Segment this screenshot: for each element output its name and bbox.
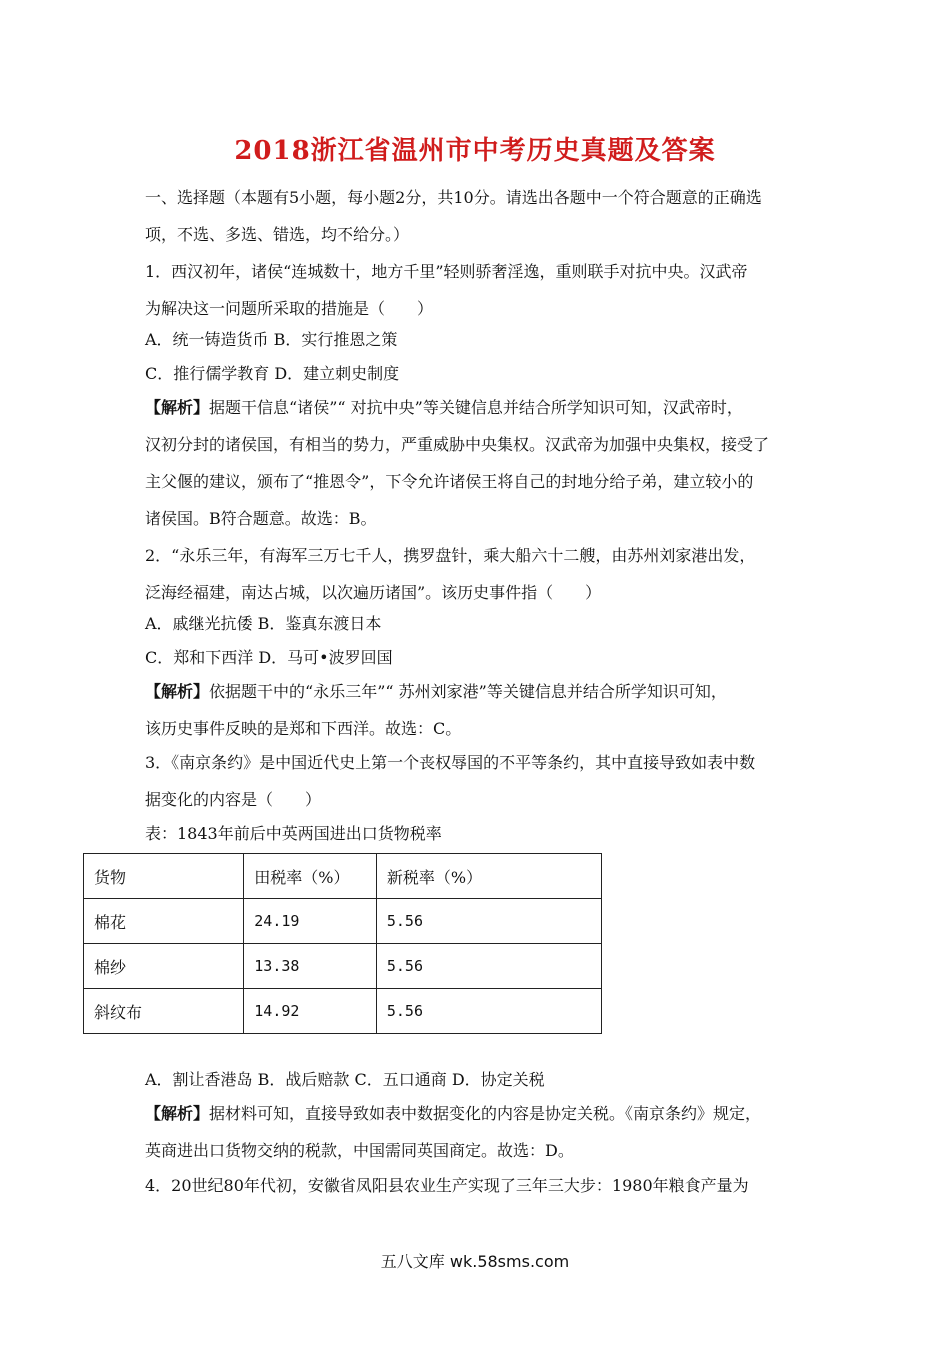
q3-analysis-line-1: [145, 1104, 761, 1124]
table-cell: 13.38: [244, 944, 377, 989]
q2-analysis-line-1: [145, 682, 727, 702]
table-row: [84, 944, 602, 989]
q3-analysis-line-2: 英商进出口货物交纳的税款，中国需同英国商定。故选：D。: [145, 1141, 574, 1160]
section-instruction-line-2: 项，不选、多选、错选，均不给分。）: [145, 225, 410, 244]
q1-analysis-line-2: 汉初分封的诸侯国，有相当的势力，严重威胁中央集权。汉武帝为加强中央集权，接受了: [145, 435, 770, 454]
table-row: [84, 989, 602, 1034]
q2-options-line-2: C．郑和下西洋 D．马可•波罗回国: [145, 648, 393, 667]
table-cell: 5.56: [376, 944, 601, 989]
table-cell: 14.92: [244, 989, 377, 1034]
table-cell: 5.56: [376, 989, 601, 1034]
q3-analysis-text-1: 据材料可知，直接导致如表中数据变化的内容是协定关税。《南京条约》规定，: [209, 1104, 762, 1123]
table-header-row: [84, 854, 602, 899]
table-cell: 斜纹布: [84, 989, 244, 1034]
q1-analysis-line-3: 主父偃的建议，颁布了“推恩令”，下令允许诸侯王将自己的封地分给子弟，建立较小的: [145, 472, 754, 491]
q1-analysis-line-1: [145, 398, 743, 418]
q1-stem-line-2: 为解决这一问题所采取的措施是（ ）: [145, 299, 434, 318]
q3-table-caption: 表：1843年前后中英两国进出口货物税率: [145, 824, 442, 843]
q4-stem-line-1: 4．20世纪80年代初，安徽省凤阳县农业生产实现了三年三大步：1980年粮食产量为: [145, 1176, 749, 1195]
q3-stem-line-2: 据变化的内容是（ ）: [145, 790, 322, 809]
table-cell: 棉花: [84, 899, 244, 944]
q1-analysis-line-4: 诸侯国。B符合题意。故选：B。: [145, 509, 377, 528]
q2-stem-line-1: 2．“永乐三年，有海军三万七千人，携罗盘针，乘大船六十二艘，由苏州刘家港出发，: [145, 546, 756, 565]
q3-options-line: A．割让香港岛 B．战后赔款 C．五口通商 D．协定关税: [145, 1070, 545, 1089]
table-row: [84, 899, 602, 944]
table-header-cell: 货物: [84, 854, 244, 899]
section-instruction-line-1: 一、选择题（本题有5小题，每小题2分，共10分。请选出各题中一个符合题意的正确选: [145, 188, 762, 207]
q1-analysis-text-1: 据题干信息“诸侯”“ 对抗中央”等关键信息并结合所学知识可知，汉武帝时，: [209, 398, 743, 417]
q1-options-line-1: A．统一铸造货币 B．实行推恩之策: [145, 330, 398, 349]
table-cell: 棉纱: [84, 944, 244, 989]
page-title: 2018浙江省温州市中考历史真题及答案: [234, 136, 716, 166]
q2-analysis-line-2: 该历史事件反映的是郑和下西洋。故选：C。: [145, 719, 462, 738]
table-cell: 5.56: [376, 899, 601, 944]
table-header-cell: 新税率（%）: [376, 854, 601, 899]
q2-analysis-text-1: 依据题干中的“永乐三年”“ 苏州刘家港”等关键信息并结合所学知识可知，: [209, 682, 727, 701]
table-cell: 24.19: [244, 899, 377, 944]
q3-stem-line-1: 3．《南京条约》是中国近代史上第一个丧权辱国的不平等条约，其中直接导致如表中数: [145, 753, 756, 772]
q3-analysis-tag: 【解析】: [145, 1104, 210, 1123]
q1-options-line-2: C．推行儒学教育 D．建立刺史制度: [145, 364, 400, 383]
q1-analysis-tag: 【解析】: [145, 398, 210, 417]
q2-stem-line-2: 泛海经福建，南达占城，以次遍历诸国”。该历史事件指（ ）: [145, 583, 602, 602]
table-header-cell: 田税率（%）: [244, 854, 377, 899]
tax-rate-table: [83, 853, 602, 1034]
q2-options-line-1: A．戚继光抗倭 B．鉴真东渡日本: [145, 614, 382, 633]
q2-analysis-tag: 【解析】: [145, 682, 210, 701]
q1-stem-line-1: 1．西汉初年，诸侯“连城数十，地方千里”轻则骄奢淫逸，重则联手对抗中央。汉武帝: [145, 262, 748, 281]
page-footer: 五八文库 wk.58sms.com: [380, 1252, 570, 1271]
